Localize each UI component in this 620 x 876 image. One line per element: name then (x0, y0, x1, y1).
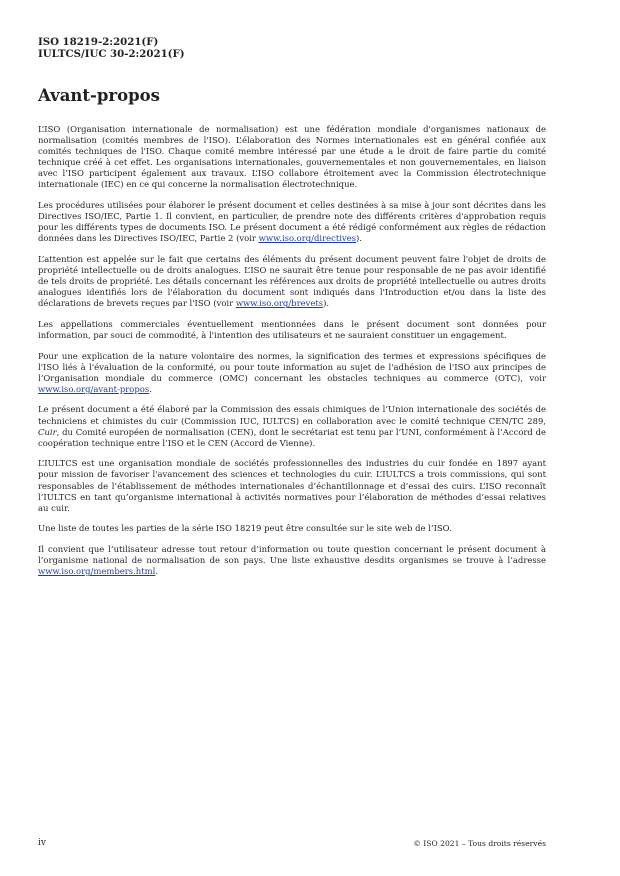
paragraph: Le présent document a été élaboré par la Commission des essais chimiques de l’Union internationale des sociétés de techniciens et chimistes du cuir (Commission IUC, IULTCS) en collaboration avec le comité technique CEN/TC 289, Cuir, du Comité européen de normalisation (CEN), dont le secrétariat est tenu par l’UNI, conformément à l’Accord de coopération technique entre l’ISO et le CEN (Accord de Vienne). (38, 404, 546, 448)
copyright-notice: © ISO 2021 – Tous droits réservés (413, 839, 546, 848)
page-number: iv (38, 838, 46, 848)
paragraph: L’ISO (Organisation internationale de normalisation) est une fédération mondiale d'organismes nationaux de normalisation (comités membres de l'ISO). L’élaboration des Normes internationales est en général confiée aux comités techniques de l'ISO. Chaque comité membre intéressé par une étude a le droit de faire partie du comité technique créé à cet effet. Les organisations internationales, gouvernementales et non gouvernementales, en liaison avec l’ISO participent également aux travaux. L’ISO collabore étroitement avec la Commission électrotechnique internationale (IEC) en ce qui concerne la normalisation électrotechnique. (38, 124, 546, 190)
patents-link[interactable]: www.iso.org/brevets (235, 298, 324, 309)
paragraph: Les procédures utilisées pour élaborer le présent document et celles destinées à sa mise à jour sont décrites dans les Directives ISO/IEC, Partie 1. Il convient, en particulier, de prendre note des différents critères d'approbation requis pour les différents types de documents ISO. Le présent document a été rédigé conformément aux règles de rédaction données dans les Directives ISO/IEC, Partie 2 (voir www.iso.org/directives). (38, 200, 546, 244)
paragraph: Une liste de toutes les parties de la série ISO 18219 peut être consultée sur le site web de l’ISO. (38, 523, 452, 534)
document-reference-iultcs: IULTCS/IUC 30-2:2021(F) (38, 47, 185, 60)
section-title: Avant-propos (38, 86, 160, 105)
paragraph: L’IULTCS est une organisation mondiale de sociétés professionnelles des industries du cuir fondée en 1897 ayant pour mission de favoriser l'avancement des sciences et technologies du cuir. L’IULTCS a trois commissions, qui sont responsables de l’établissement de méthodes internationales d’échantillonnage et d’essai des cuirs. L’ISO reconnaît l’IULTCS en tant qu’organisme international à activités normatives pour l’élaboration de méthodes d’essai relatives au cuir. (38, 458, 546, 513)
paragraph: Pour une explication de la nature volontaire des normes, la signification des termes et expressions spécifiques de l'ISO liés à l'évaluation de la conformité, ou pour toute information au sujet de l'adhésion de l'ISO aux principes de l’Organisation mondiale du commerce (OMC) concernant les obstacles techniques au commerce (OTC), voir www.iso.org/avant-propos. (38, 350, 546, 394)
paragraph: Il convient que l’utilisateur adresse tout retour d’information ou toute question concernant le présent document à l’organisme national de normalisation de son pays. Une liste exhaustive desdits organismes se trouve à l’adresse www.iso.org/members.html. (38, 543, 546, 577)
directives-link[interactable]: www.iso.org/directives (258, 233, 357, 244)
foreword-body (38, 124, 546, 587)
document-reference-iso: ISO 18219-2:2021(F) (38, 36, 159, 48)
paragraph: Les appellations commerciales éventuellement mentionnées dans le présent document sont données pour information, par souci de commodité, à l'intention des utilisateurs et ne sauraient constituer un engagement. (38, 318, 546, 340)
document-header (38, 37, 185, 60)
paragraph: L’attention est appelée sur le fait que certains des éléments du présent document peuvent faire l'objet de droits de propriété intellectuelle ou de droits analogues. L’ISO ne saurait être tenue pour responsable de ne pas avoir identifié de tels droits de propriété. Les détails concernant les références aux droits de propriété intellectuelle ou autres droits analogues identifiés lors de l'élaboration du document sont indiqués dans l'Introduction et/ou dans la liste des déclarations de brevets reçues par l'ISO (voir www.iso.org/brevets). (38, 253, 546, 309)
members-link[interactable]: www.iso.org/members.html (38, 566, 156, 577)
foreword-link[interactable]: www.iso.org/avant-propos (38, 383, 150, 394)
